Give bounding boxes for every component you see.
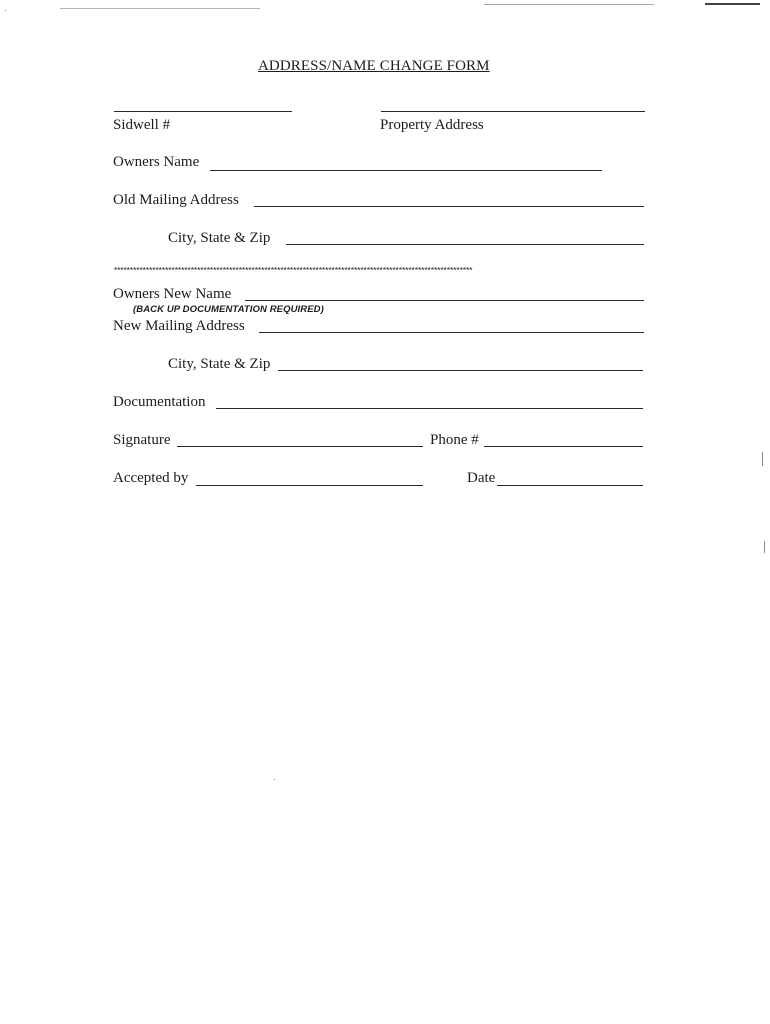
section-separator: **************************************************************************************************************** (113, 266, 472, 276)
old-city-state-zip-field-line[interactable] (286, 244, 644, 245)
scan-artifact-line (60, 8, 260, 9)
old-mailing-address-label: Old Mailing Address (113, 192, 239, 208)
signature-label: Signature (113, 432, 171, 448)
owners-new-name-label: Owners New Name (113, 286, 232, 302)
date-field-line[interactable] (497, 485, 643, 486)
date-label: Date (467, 470, 496, 486)
scan-artifact-dot (5, 10, 6, 11)
backup-documentation-note: (BACK UP DOCUMENTATION REQUIRED) (133, 304, 324, 315)
owners-name-label: Owners Name (113, 154, 200, 170)
phone-label: Phone # (430, 432, 479, 448)
owners-new-name-field-line[interactable] (245, 300, 644, 301)
signature-field-line[interactable] (177, 446, 423, 447)
new-city-state-zip-field-line[interactable] (278, 370, 643, 371)
scan-artifact-line (484, 4, 654, 5)
sidwell-field-line[interactable] (114, 111, 292, 112)
documentation-field-line[interactable] (216, 408, 643, 409)
new-mailing-address-label: New Mailing Address (113, 318, 245, 334)
accepted-by-field-line[interactable] (196, 485, 423, 486)
new-mailing-address-field-line[interactable] (259, 332, 644, 333)
owners-name-field-line[interactable] (210, 170, 602, 171)
property-address-label: Property Address (380, 117, 484, 133)
scan-artifact-mark (764, 541, 765, 553)
scan-artifact-mark (762, 452, 763, 466)
documentation-label: Documentation (113, 394, 206, 410)
old-mailing-address-field-line[interactable] (254, 206, 644, 207)
phone-field-line[interactable] (484, 446, 643, 447)
scan-artifact-dot (274, 779, 275, 780)
accepted-by-label: Accepted by (113, 470, 189, 486)
scan-artifact-line (705, 3, 760, 5)
new-city-state-zip-label: City, State & Zip (168, 356, 271, 372)
form-title: ADDRESS/NAME CHANGE FORM (258, 58, 490, 74)
property-address-field-line[interactable] (381, 111, 645, 112)
sidwell-label: Sidwell # (113, 117, 171, 133)
old-city-state-zip-label: City, State & Zip (168, 230, 271, 246)
